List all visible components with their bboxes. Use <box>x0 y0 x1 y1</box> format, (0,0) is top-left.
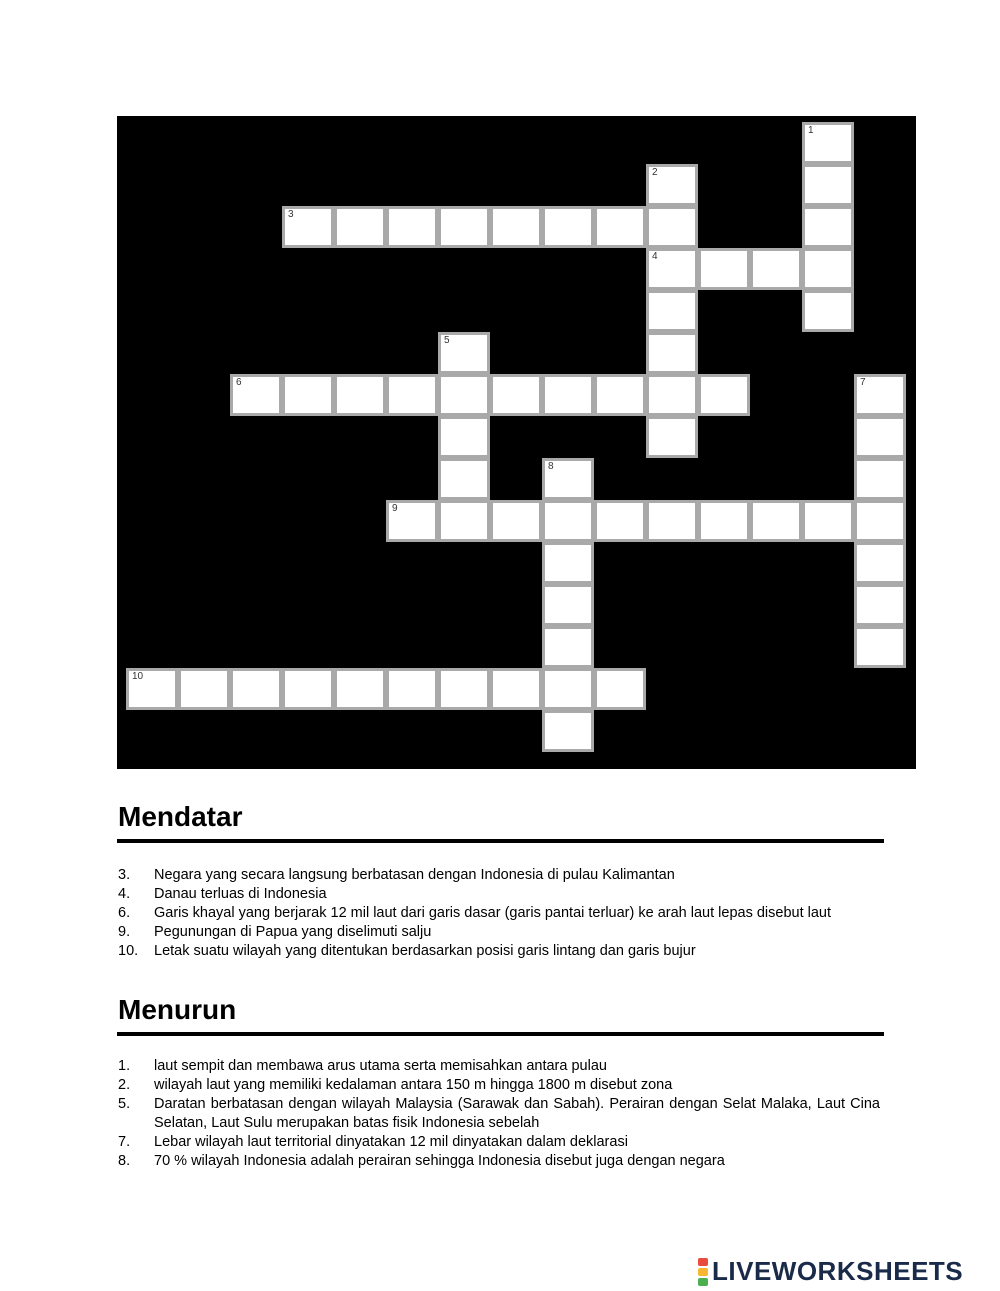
crossword-grid <box>117 116 916 769</box>
crossword-cell[interactable] <box>646 374 698 416</box>
crossword-cell[interactable] <box>542 542 594 584</box>
crossword-cell-input[interactable] <box>649 209 695 245</box>
crossword-cell[interactable] <box>750 248 802 290</box>
down-clue-8: 8. 70 % wilayah Indonesia adalah perairan sehingga Indonesia disebut juga dengan negara <box>118 1153 725 1169</box>
crossword-cell-input[interactable] <box>597 209 643 245</box>
across-clue-3: 3. Negara yang secara langsung berbatasan dengan Indonesia di pulau Kalimantan <box>118 867 675 883</box>
down-clue-5: 5. Daratan berbatasan dengan wilayah Malaysia (Sarawak dan Sabah). Perairan dengan Selat Malaka, Laut Cina Selatan, Laut Sulu merupakan batas fisik Indonesia sebelah <box>118 1096 880 1131</box>
crossword-cell-input[interactable] <box>545 671 591 707</box>
crossword-cell-input[interactable] <box>389 671 435 707</box>
logo-blocks-icon <box>698 1257 708 1287</box>
crossword-cell[interactable] <box>854 500 906 542</box>
crossword-cell[interactable] <box>802 206 854 248</box>
crossword-cell-input[interactable] <box>441 209 487 245</box>
crossword-cell-input[interactable] <box>597 671 643 707</box>
crossword-cell-input[interactable] <box>441 377 487 413</box>
crossword-cell[interactable] <box>802 122 854 164</box>
crossword-cell[interactable] <box>386 668 438 710</box>
crossword-cell-input[interactable] <box>649 167 695 203</box>
crossword-cell[interactable] <box>282 374 334 416</box>
crossword-cell-input[interactable] <box>805 125 851 161</box>
crossword-cell[interactable] <box>490 206 542 248</box>
crossword-cell-input[interactable] <box>545 629 591 665</box>
crossword-cell-input[interactable] <box>805 251 851 287</box>
across-clue-10: 10. Letak suatu wilayah yang ditentukan berdasarkan posisi garis lintang dan garis bujur <box>118 943 696 959</box>
crossword-cell[interactable] <box>698 374 750 416</box>
crossword-cell[interactable] <box>854 584 906 626</box>
crossword-cell-input[interactable] <box>181 671 227 707</box>
crossword-cell-input[interactable] <box>649 335 695 371</box>
crossword-cell-input[interactable] <box>441 503 487 539</box>
crossword-cell-input[interactable] <box>753 251 799 287</box>
crossword-cell-input[interactable] <box>701 377 747 413</box>
down-clue-2: 2. wilayah laut yang memiliki kedalaman antara 150 m hingga 1800 m disebut zona <box>118 1077 673 1093</box>
crossword-cell-input[interactable] <box>337 209 383 245</box>
crossword-cell-input[interactable] <box>441 419 487 455</box>
crossword-cell[interactable] <box>490 668 542 710</box>
crossword-cell[interactable] <box>438 458 490 500</box>
crossword-cell[interactable] <box>490 500 542 542</box>
crossword-cell-input[interactable] <box>441 461 487 497</box>
crossword-cell[interactable] <box>334 668 386 710</box>
crossword-cell[interactable] <box>386 206 438 248</box>
crossword-cell-input[interactable] <box>857 419 903 455</box>
crossword-cell-input[interactable] <box>701 503 747 539</box>
clue-number: 7 <box>860 377 866 388</box>
clue-number: 6 <box>236 377 242 388</box>
crossword-cell-input[interactable] <box>441 671 487 707</box>
across-heading: Mendatar <box>118 801 243 832</box>
crossword-cell-input[interactable] <box>285 377 331 413</box>
crossword-cell[interactable] <box>698 248 750 290</box>
crossword-cell[interactable] <box>386 500 438 542</box>
crossword-cell-input[interactable] <box>233 377 279 413</box>
crossword-cell-input[interactable] <box>285 209 331 245</box>
crossword-cell-input[interactable] <box>649 419 695 455</box>
crossword-cell[interactable] <box>646 290 698 332</box>
crossword-cell-input[interactable] <box>857 629 903 665</box>
crossword-cell[interactable] <box>438 500 490 542</box>
crossword-cell[interactable] <box>854 458 906 500</box>
crossword-cell-input[interactable] <box>337 377 383 413</box>
clue-number: 8 <box>548 461 554 472</box>
crossword-cell[interactable] <box>802 500 854 542</box>
crossword-cell-input[interactable] <box>129 671 175 707</box>
crossword-cell-input[interactable] <box>857 461 903 497</box>
across-clue-4: 4. Danau terluas di Indonesia <box>118 886 327 902</box>
crossword-cell[interactable] <box>438 332 490 374</box>
crossword-cell-input[interactable] <box>545 545 591 581</box>
crossword-cell-input[interactable] <box>337 671 383 707</box>
crossword-cell-input[interactable] <box>493 377 539 413</box>
crossword-cell[interactable] <box>334 206 386 248</box>
crossword-cell[interactable] <box>438 668 490 710</box>
across-clue-9: 9. Pegunungan di Papua yang diselimuti salju <box>118 924 432 940</box>
crossword-cell[interactable] <box>802 248 854 290</box>
crossword-cell-input[interactable] <box>649 503 695 539</box>
crossword-cell[interactable] <box>230 374 282 416</box>
crossword-cell-input[interactable] <box>857 587 903 623</box>
crossword-cell[interactable] <box>646 248 698 290</box>
crossword-cell[interactable] <box>542 206 594 248</box>
clue-number: 4 <box>652 251 658 262</box>
crossword-cell-input[interactable] <box>545 713 591 749</box>
crossword-cell[interactable] <box>802 290 854 332</box>
crossword-cell-input[interactable] <box>493 503 539 539</box>
crossword-cell[interactable] <box>646 164 698 206</box>
crossword-cell[interactable] <box>542 500 594 542</box>
across-clues <box>118 866 880 961</box>
crossword-cell[interactable] <box>854 542 906 584</box>
down-clues <box>118 1057 880 1171</box>
crossword-cell[interactable] <box>542 458 594 500</box>
crossword-cell-input[interactable] <box>597 377 643 413</box>
crossword-cell-input[interactable] <box>389 503 435 539</box>
crossword-cell[interactable] <box>334 374 386 416</box>
crossword-cell[interactable] <box>594 374 646 416</box>
crossword-cell[interactable] <box>542 710 594 752</box>
crossword-cell-input[interactable] <box>389 377 435 413</box>
crossword-cell[interactable] <box>386 374 438 416</box>
crossword-cell[interactable] <box>126 668 178 710</box>
crossword-cell-input[interactable] <box>649 251 695 287</box>
liveworksheets-logo: LIVEWORKSHEETS <box>698 1256 963 1287</box>
down-heading: Menurun <box>118 994 237 1025</box>
crossword-cell-input[interactable] <box>857 377 903 413</box>
crossword-cell[interactable] <box>282 668 334 710</box>
crossword-cell-input[interactable] <box>805 167 851 203</box>
down-divider <box>117 1032 884 1036</box>
crossword-cell-input[interactable] <box>753 503 799 539</box>
crossword-cell-input[interactable] <box>857 503 903 539</box>
crossword-cell[interactable] <box>802 164 854 206</box>
crossword-cell[interactable] <box>854 416 906 458</box>
crossword-cell-input[interactable] <box>545 209 591 245</box>
clue-number: 1 <box>808 125 814 136</box>
clue-number: 3 <box>288 209 294 220</box>
crossword-cell-input[interactable] <box>805 293 851 329</box>
crossword-cell-input[interactable] <box>389 209 435 245</box>
crossword-cell-input[interactable] <box>701 251 747 287</box>
crossword-cell[interactable] <box>542 374 594 416</box>
crossword-cell-input[interactable] <box>597 503 643 539</box>
crossword-cell[interactable] <box>438 206 490 248</box>
crossword-cell-input[interactable] <box>233 671 279 707</box>
crossword-cell-input[interactable] <box>649 293 695 329</box>
crossword-cell[interactable] <box>542 584 594 626</box>
crossword-cell[interactable] <box>438 416 490 458</box>
crossword-cell[interactable] <box>178 668 230 710</box>
crossword-cell[interactable] <box>438 374 490 416</box>
crossword-cell-input[interactable] <box>545 587 591 623</box>
crossword-cell[interactable] <box>542 626 594 668</box>
crossword-cell[interactable] <box>230 668 282 710</box>
crossword-cell-input[interactable] <box>857 545 903 581</box>
crossword-cell-input[interactable] <box>805 503 851 539</box>
across-divider <box>117 839 884 843</box>
crossword-cell-input[interactable] <box>545 377 591 413</box>
crossword-cell[interactable] <box>594 668 646 710</box>
crossword-cell-input[interactable] <box>805 209 851 245</box>
crossword-cell-input[interactable] <box>441 335 487 371</box>
crossword-cell[interactable] <box>750 500 802 542</box>
crossword-cell[interactable] <box>646 206 698 248</box>
crossword-cell[interactable] <box>282 206 334 248</box>
crossword-cell[interactable] <box>854 374 906 416</box>
crossword-cell[interactable] <box>698 500 750 542</box>
crossword-cell[interactable] <box>646 332 698 374</box>
crossword-cell-input[interactable] <box>285 671 331 707</box>
crossword-cell[interactable] <box>542 668 594 710</box>
crossword-cell[interactable] <box>646 500 698 542</box>
crossword-cell-input[interactable] <box>545 461 591 497</box>
clue-number: 9 <box>392 503 398 514</box>
clue-number: 10 <box>132 671 144 682</box>
crossword-cell[interactable] <box>854 626 906 668</box>
crossword-cell-input[interactable] <box>649 377 695 413</box>
crossword-cell[interactable] <box>594 500 646 542</box>
crossword-cell[interactable] <box>646 416 698 458</box>
clue-number: 2 <box>652 167 658 178</box>
clue-number: 5 <box>444 335 450 346</box>
across-clue-6: 6. Garis khayal yang berjarak 12 mil laut dari garis dasar (garis pantai terluar) ke arah laut lepas disebut laut <box>118 905 832 921</box>
crossword-cell[interactable] <box>594 206 646 248</box>
crossword-cell-input[interactable] <box>493 209 539 245</box>
down-clue-1: 1. laut sempit dan membawa arus utama serta memisahkan antara pulau <box>118 1058 607 1074</box>
crossword-cell-input[interactable] <box>493 671 539 707</box>
crossword-cell-input[interactable] <box>545 503 591 539</box>
down-clue-7: 7. Lebar wilayah laut territorial dinyatakan 12 mil dinyatakan dalam deklarasi <box>118 1134 628 1150</box>
crossword-cell[interactable] <box>490 374 542 416</box>
